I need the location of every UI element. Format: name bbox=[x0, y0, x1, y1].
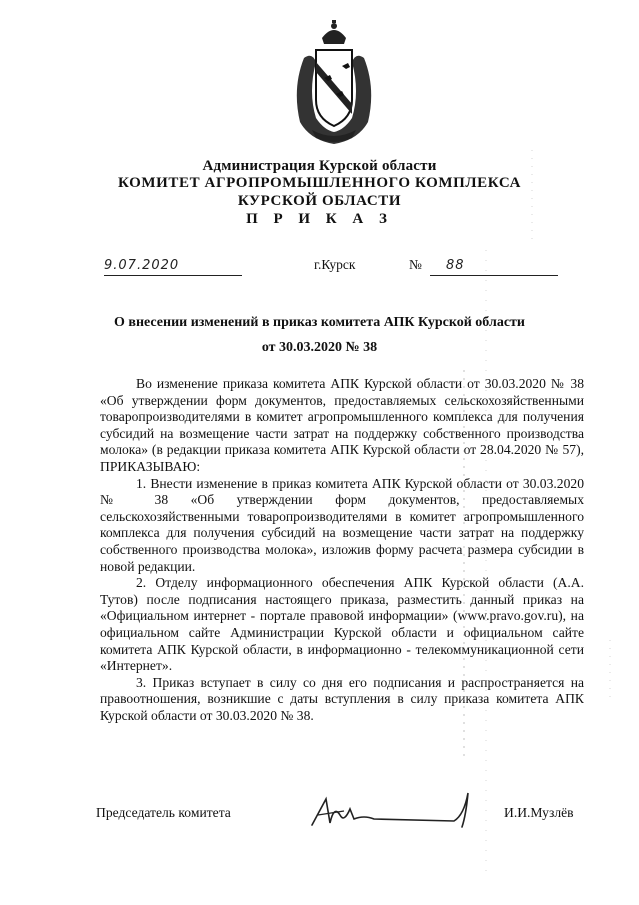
clause-3-paragraph: 3. Приказ вступает в силу со дня его подписания и распространяется на правоотношения, возникшие с даты вступления в силу приказа комитета АПК Курской области от 30.03.2020 № 38. bbox=[100, 674, 584, 723]
number-sign: № bbox=[409, 257, 422, 272]
signatory-name: И.И.Музлёв bbox=[504, 805, 574, 820]
order-body bbox=[100, 376, 584, 724]
region-title: КУРСКОЙ ОБЛАСТИ bbox=[237, 193, 402, 209]
order-heading: П Р И К А З bbox=[246, 211, 393, 227]
order-city: г.Курск bbox=[314, 257, 356, 272]
order-date-field bbox=[104, 257, 242, 276]
subject-line-1: О внесении изменений в приказ комитета АПК Курской области bbox=[114, 315, 525, 330]
order-number-field bbox=[430, 257, 558, 276]
coat-of-arms-emblem bbox=[286, 18, 382, 148]
committee-title: КОМИТЕТ АГРОПРОМЫШЛЕННОГО КОМПЛЕКСА bbox=[117, 175, 522, 191]
clause-2-paragraph: 2. Отделу информационного обеспечения АПК Курской области (А.А. Тутов) после подписания настоящего приказа, разместить данный приказ на «Официальном интернет - портале правовой информации» (www.pravo.gov.ru), на официальном сайте Администрации Курской области и официальном сайте комитета АПК Курской области, в информационно - телекоммуникационной сети «Интернет». bbox=[100, 575, 584, 674]
subject-line-2: от 30.03.2020 № 38 bbox=[261, 340, 378, 355]
clause-1-paragraph: 1. Внести изменение в приказ комитета АПК Курской области от 30.03.2020 № 38 «Об утверждении форм документов, предоставляемых сельскохозяйственными товаропроизводителями в комитет агропромышленного комплекса для получения субсидий на возмещение части затрат на поддержку собственного производства молока», изложив форму расчета размера субсидии в новой редакции. bbox=[100, 475, 584, 574]
preamble-paragraph: Во изменение приказа комитета АПК Курской области от 30.03.2020 № 38 «Об утверждении форм документов, предоставляемых сельскохозяйственными товаропроизводителями в комитет агропромышленного комплекса для получения субсидий на возмещение части затрат на поддержку собственного производства молока» (в редакции приказа комитета АПК Курской области от 28.04.2020 № 57), ПРИКАЗЫВАЮ: bbox=[100, 376, 584, 474]
administration-title: Администрация Курской области bbox=[202, 158, 437, 174]
handwritten-signature bbox=[304, 785, 484, 835]
order-date: 9.07.2020 bbox=[104, 258, 180, 273]
order-number: 88 bbox=[446, 258, 465, 273]
signatory-title: Председатель комитета bbox=[96, 805, 231, 820]
